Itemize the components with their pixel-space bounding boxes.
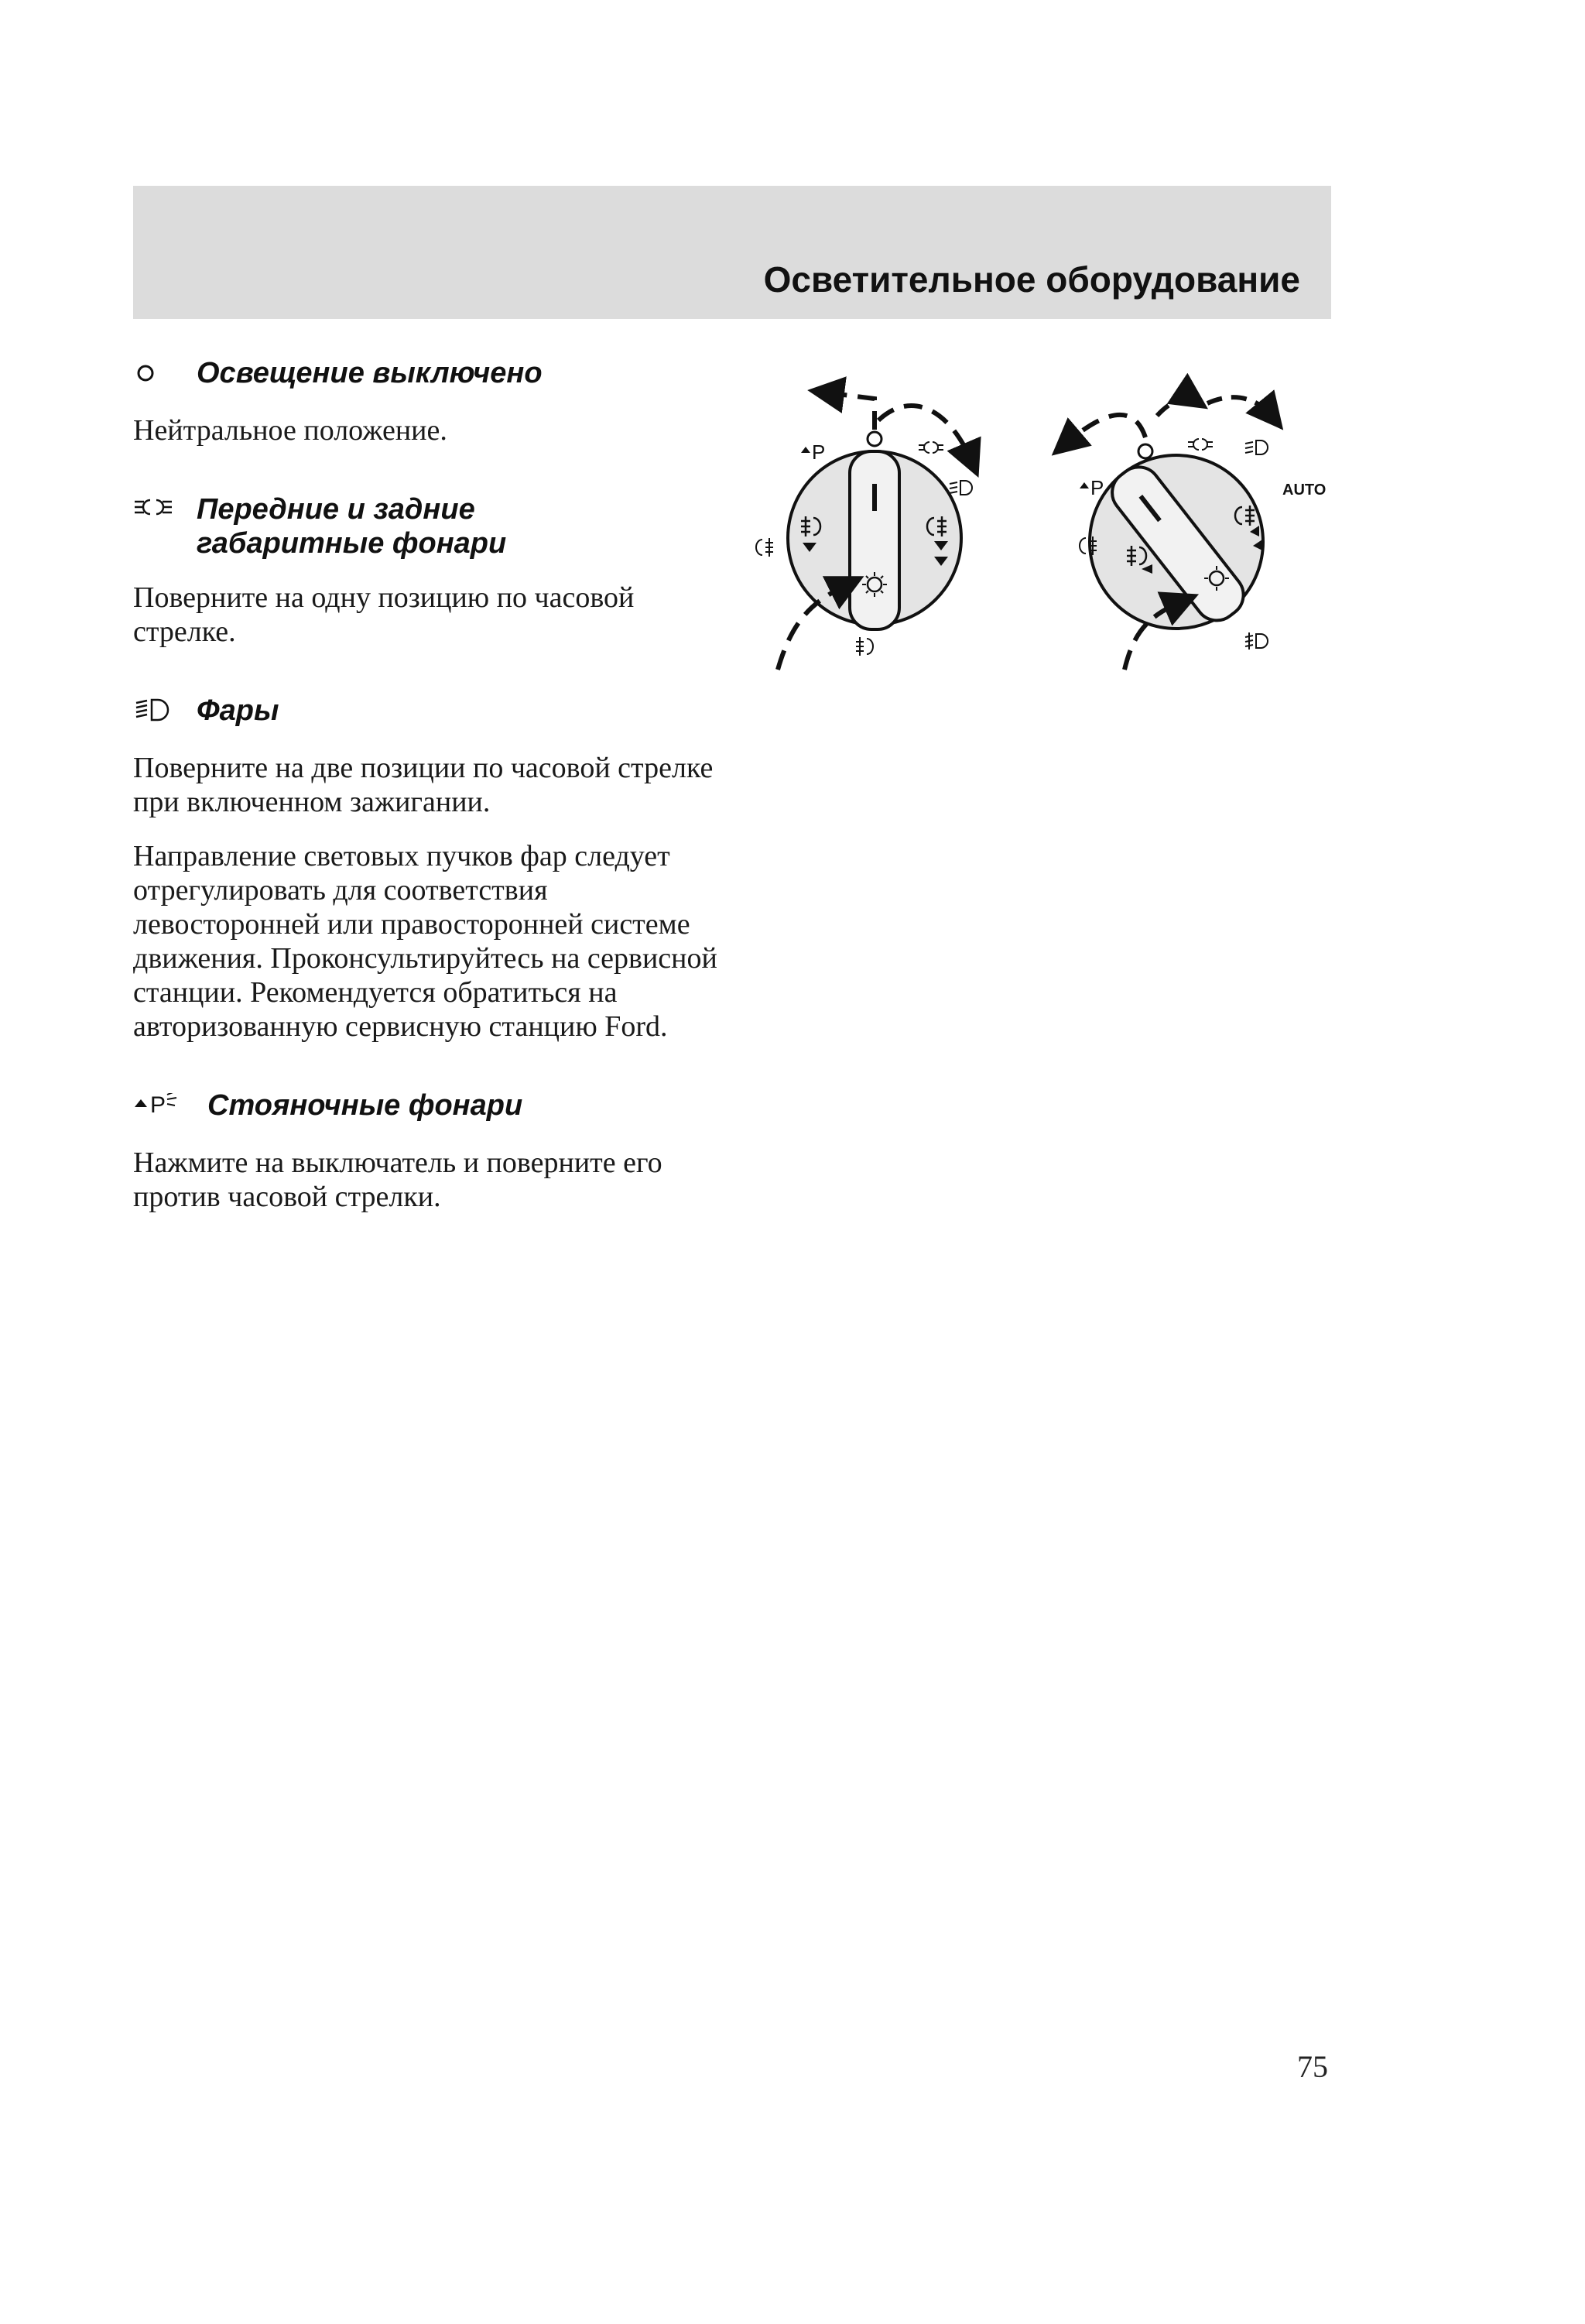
section-text: Направление световых пучков фар следует отрегулировать для соответствия левосторонней или правосторонней системе движения. Проконсультируйтесь на сервисной станции. Рекомендуется обратиться на авторизованную сервисную станцию Ford. (133, 840, 717, 1043)
section-parking-lights (133, 1088, 721, 1214)
light-switch-left (756, 392, 972, 670)
light-switch-right (1066, 397, 1326, 670)
section-title: Стояночные фонари (207, 1089, 523, 1122)
light-switch-diagram (755, 352, 1327, 677)
section-title: Освещение выключено (197, 357, 543, 389)
auto-label: AUTO (1282, 482, 1327, 499)
section-title: Фары (197, 694, 279, 727)
svg-text:P: P (150, 1093, 166, 1118)
section-title: Передние и задние габаритные фонари (197, 493, 507, 560)
section-side-lights (133, 492, 721, 649)
content-column (133, 356, 721, 1214)
headlamp-icon (133, 694, 197, 731)
svg-text:P: P (1090, 476, 1104, 499)
parking-lights-icon (133, 1088, 207, 1126)
side-lights-icon (133, 492, 197, 530)
page-title: Осветительное оборудование (763, 259, 1300, 300)
section-text: Поверните на одну позицию по часовой стрелке. (133, 581, 635, 648)
lights-off-circle-icon (133, 356, 197, 393)
page-number: 75 (1297, 2049, 1328, 2084)
section-text: Нажмите на выключатель и поверните его против часовой стрелки. (133, 1147, 662, 1213)
section-text: Поверните на две позиции по часовой стрелке при включенном зажигании. (133, 752, 714, 818)
svg-text:P: P (812, 440, 826, 464)
section-lights-off (133, 356, 721, 447)
section-text: Нейтральное положение. (133, 414, 447, 447)
header-band (133, 186, 1331, 319)
section-headlamps (133, 694, 721, 1044)
